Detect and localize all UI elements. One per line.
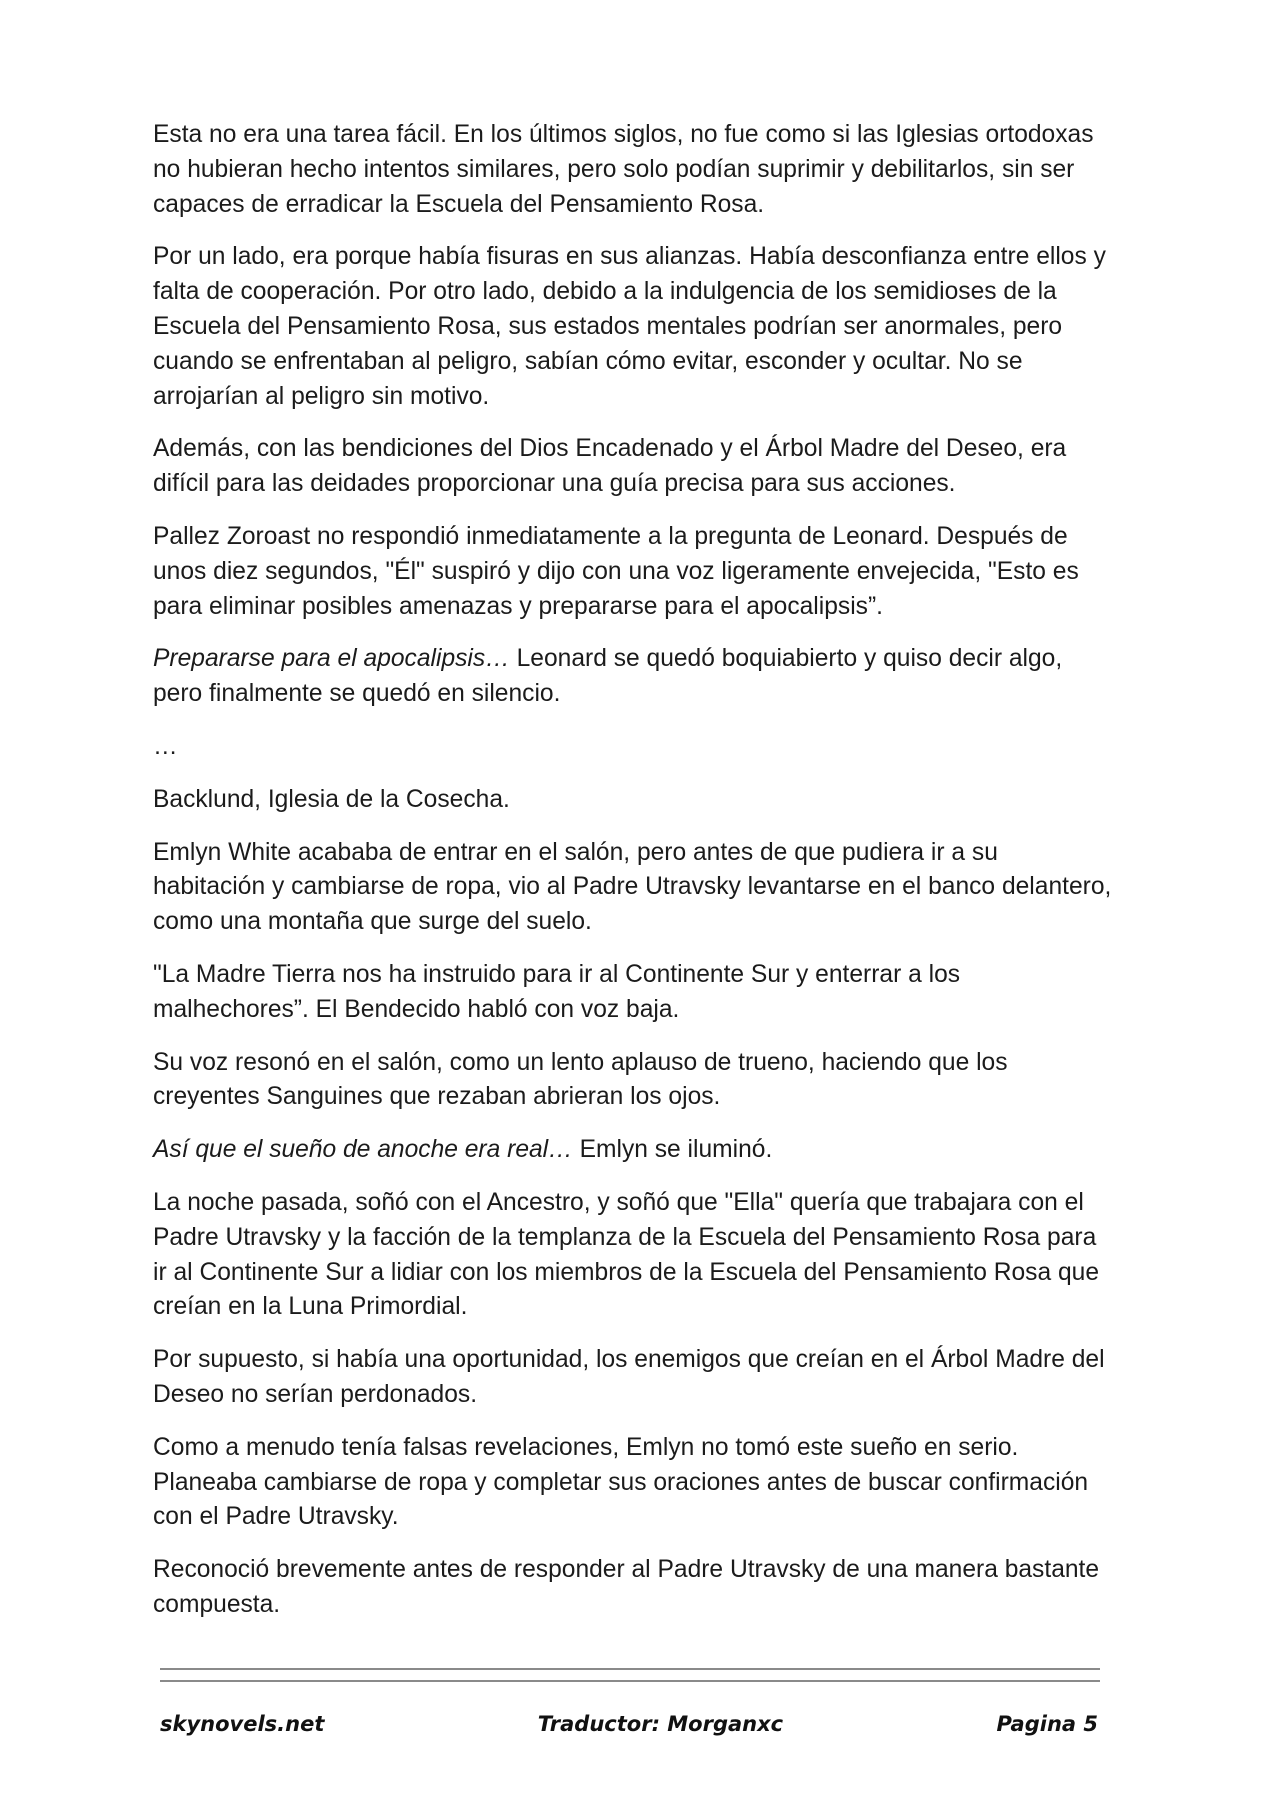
- body-text: [153, 118, 1113, 1641]
- footer-divider: [160, 1668, 1100, 1692]
- paragraph-14: Como a menudo tenía falsas revelaciones, Emlyn no tomó este sueño en serio. Planeaba cambiarse de ropa y completar sus oraciones antes de buscar confirmación con el Padre Utravsky.: [153, 1433, 1089, 1531]
- paragraph-1: Esta no era una tarea fácil. En los últimos siglos, no fue como si las Iglesias ortodoxas no hubieran hecho intentos similares, pero solo podían suprimir y debilitarlos, sin ser capaces de erradicar la Escuela del Pensamiento Rosa.: [153, 121, 1094, 218]
- italic-thought: Así que el sueño de anoche era real…: [153, 1136, 573, 1164]
- paragraph-11: [153, 1133, 1113, 1168]
- footer-translator: Traductor: Morganxc: [537, 1712, 784, 1736]
- paragraph-11-rest: Emlyn se iluminó.: [572, 1136, 773, 1164]
- paragraph-3: Además, con las bendiciones del Dios Encadenado y el Árbol Madre del Deseo, era difícil para las deidades proporcionar una guía precisa para sus acciones.: [153, 435, 1067, 498]
- footer-rule-bottom: [160, 1680, 1100, 1682]
- paragraph-12: La noche pasada, soñó con el Ancestro, y soñó que "Ella" quería que trabajara con el Padre Utravsky y la facción de la templanza de la Escuela del Pensamiento Rosa para ir al Continente Sur a lidiar con los miembros de la Escuela del Pensamiento Rosa que creían en la Luna Primordial.: [153, 1188, 1099, 1321]
- paragraph-5-rest: Leonard se quedó boquiabierto y quiso decir algo, pero finalmente se quedó en silencio.: [153, 645, 1063, 708]
- paragraph-10: Su voz resonó en el salón, como un lento aplauso de trueno, haciendo que los creyentes Sanguines que rezaban abrieran los ojos.: [153, 1048, 1008, 1111]
- page-footer: [160, 1712, 1098, 1736]
- paragraph-9: "La Madre Tierra nos ha instruido para ir al Continente Sur y enterrar a los malhechores”. El Bendecido habló con voz baja.: [153, 960, 961, 1023]
- footer-page-number: Pagina 5: [996, 1712, 1098, 1736]
- paragraph-4: Pallez Zoroast no respondió inmediatamente a la pregunta de Leonard. Después de unos diez segundos, "Él" suspiró y dijo con una voz ligeramente envejecida, "Esto es para eliminar posibles amenazas y prepararse para el apocalipsis”.: [153, 522, 1079, 620]
- paragraph-13: Por supuesto, si había una oportunidad, los enemigos que creían en el Árbol Madre del Deseo no serían perdonados.: [153, 1346, 1105, 1408]
- footer-rule-top: [160, 1668, 1100, 1670]
- paragraph-5: [153, 642, 1113, 712]
- paragraph-2: Por un lado, era porque había fisuras en sus alianzas. Había desconfianza entre ellos y falta de cooperación. Por otro lado, debido a la indulgencia de los semidioses de la Escuela del Pensamiento Rosa, sus estados mentales podrían ser anormales, pero cuando se enfrentaban al peligro, sabían cómo evitar, esconder y ocultar. No se arrojarían al peligro sin motivo.: [153, 243, 1106, 410]
- footer-site: skynovels.net: [160, 1712, 325, 1736]
- paragraph-15: Reconoció brevemente antes de responder al Padre Utravsky de una manera bastante compuesta.: [153, 1556, 1100, 1618]
- paragraph-8: Emlyn White acababa de entrar en el salón, pero antes de que pudiera ir a su habitación y cambiarse de ropa, vio al Padre Utravsky levantarse en el banco delantero, como una montaña que surge del suelo.: [153, 838, 1112, 936]
- scene-break: …: [153, 732, 178, 760]
- italic-thought: Prepararse para el apocalipsis…: [153, 645, 510, 673]
- paragraph-7: Backlund, Iglesia de la Cosecha.: [153, 785, 510, 813]
